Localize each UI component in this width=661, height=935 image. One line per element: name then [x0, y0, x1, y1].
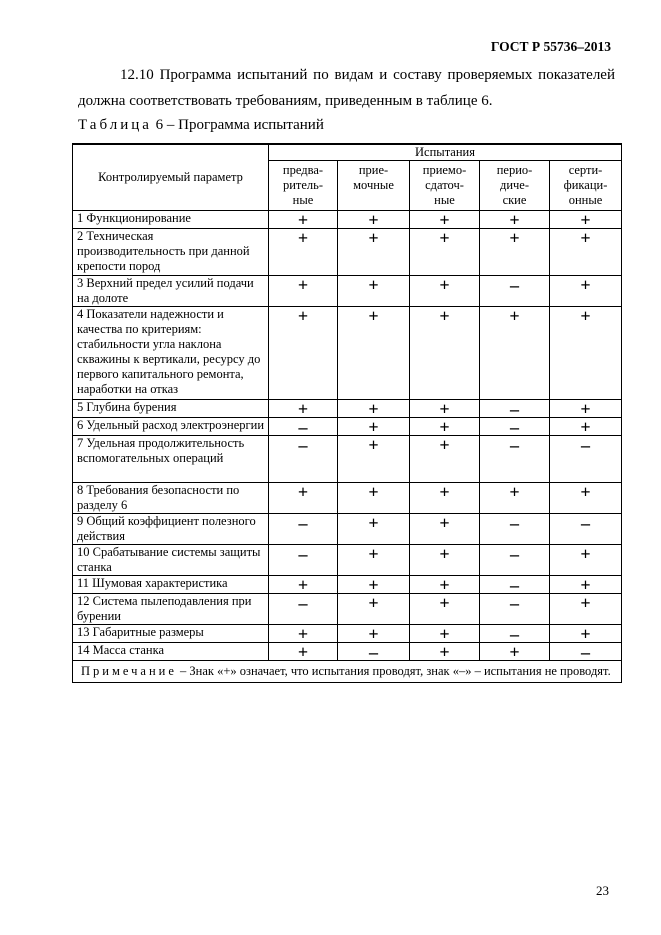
note-text: – Знак «+» означает, что испытания проводят, знак «–» – испытания не проводят.	[176, 664, 611, 678]
mark-cell: +	[338, 229, 410, 276]
mark-cell: +	[269, 211, 338, 229]
mark-cell: –	[269, 418, 338, 436]
table-row	[73, 514, 622, 545]
param-cell: 12 Система пылеподавления при бурении	[73, 594, 269, 625]
mark-cell: +	[410, 436, 480, 483]
table-row	[73, 545, 622, 576]
column-header	[480, 161, 550, 211]
column-header-part: ские	[502, 193, 527, 207]
mark-cell: +	[410, 514, 480, 545]
mark-cell: +	[410, 211, 480, 229]
table-row	[73, 307, 622, 400]
param-cell: 5 Глубина бурения	[73, 400, 269, 418]
mark-cell: +	[550, 576, 622, 594]
mark-cell: +	[550, 545, 622, 576]
mark-cell: +	[550, 211, 622, 229]
table-row	[73, 276, 622, 307]
param-column-header: Контролируемый параметр	[73, 144, 269, 211]
mark-cell: –	[480, 436, 550, 483]
column-header-part: фикаци-	[563, 178, 608, 192]
mark-cell: +	[338, 576, 410, 594]
mark-cell: +	[480, 211, 550, 229]
param-cell: 3 Верхний предел усилий подачи на долоте	[73, 276, 269, 307]
table-row	[73, 483, 622, 514]
mark-cell: –	[269, 545, 338, 576]
param-cell: 8 Требования безопасности по разделу 6	[73, 483, 269, 514]
intro-paragraph: 12.10 Программа испытаний по видам и составу проверяемых показателей должна соответствовать требованиям, приведенным в таблице 6.	[78, 67, 615, 109]
table-caption	[78, 117, 324, 134]
mark-cell: +	[269, 625, 338, 643]
page-number: 23	[596, 883, 609, 898]
table-caption-word: Таблица	[78, 117, 152, 133]
column-header-part: сдаточ-	[425, 178, 464, 192]
mark-cell: +	[338, 418, 410, 436]
param-cell: 9 Общий коэффициент полезного действия	[73, 514, 269, 545]
table-row	[73, 576, 622, 594]
column-header-part: ные	[292, 193, 314, 207]
mark-cell: –	[550, 514, 622, 545]
column-header-part: диче-	[499, 178, 530, 192]
mark-cell: +	[338, 307, 410, 400]
mark-cell: +	[480, 643, 550, 661]
mark-cell: +	[410, 229, 480, 276]
mark-cell: +	[410, 643, 480, 661]
mark-cell: +	[410, 418, 480, 436]
mark-cell: +	[338, 276, 410, 307]
mark-cell: +	[338, 436, 410, 483]
column-header-part: перио-	[496, 163, 533, 177]
mark-cell: +	[269, 483, 338, 514]
mark-cell: +	[338, 545, 410, 576]
table-row	[73, 418, 622, 436]
table-note	[73, 661, 622, 683]
mark-cell: +	[338, 594, 410, 625]
column-header-part: серти-	[568, 163, 603, 177]
mark-cell: +	[550, 483, 622, 514]
column-header-part: прие-	[358, 163, 389, 177]
mark-cell: +	[550, 307, 622, 400]
table-row	[73, 436, 622, 483]
column-header-part: приемо-	[422, 163, 467, 177]
table-row	[73, 625, 622, 643]
column-header	[269, 161, 338, 211]
table-row	[73, 211, 622, 229]
param-cell: 7 Удельная продолжительность вспомогательных операций	[73, 436, 269, 483]
mark-cell: +	[338, 211, 410, 229]
mark-cell: +	[269, 576, 338, 594]
mark-cell: +	[410, 400, 480, 418]
mark-cell: –	[480, 276, 550, 307]
mark-cell: –	[480, 514, 550, 545]
param-cell: 2 Техническая производительность при данной крепости пород	[73, 229, 269, 276]
param-cell: 13 Габаритные размеры	[73, 625, 269, 643]
mark-cell: +	[269, 643, 338, 661]
mark-cell: +	[410, 276, 480, 307]
mark-cell: +	[410, 545, 480, 576]
mark-cell: +	[338, 400, 410, 418]
mark-cell: +	[550, 594, 622, 625]
param-cell: 14 Масса станка	[73, 643, 269, 661]
mark-cell: +	[410, 576, 480, 594]
table-row	[73, 229, 622, 276]
mark-cell: –	[480, 418, 550, 436]
table-caption-rest: 6 – Программа испытаний	[151, 117, 324, 133]
mark-cell: +	[410, 594, 480, 625]
mark-cell: +	[269, 229, 338, 276]
mark-cell: +	[269, 400, 338, 418]
mark-cell: –	[269, 594, 338, 625]
mark-cell: –	[480, 625, 550, 643]
mark-cell: +	[410, 483, 480, 514]
mark-cell: +	[410, 625, 480, 643]
mark-cell: +	[269, 276, 338, 307]
mark-cell: +	[338, 483, 410, 514]
mark-cell: –	[480, 594, 550, 625]
tests-group-header: Испытания	[269, 144, 622, 161]
column-header	[550, 161, 622, 211]
column-header	[338, 161, 410, 211]
standard-number: ГОСТ Р 55736–2013	[490, 39, 611, 54]
mark-cell: +	[550, 418, 622, 436]
mark-cell: –	[480, 576, 550, 594]
mark-cell: +	[550, 625, 622, 643]
mark-cell: +	[410, 307, 480, 400]
param-cell: 10 Срабатывание системы защиты станка	[73, 545, 269, 576]
mark-cell: –	[269, 514, 338, 545]
mark-cell: +	[550, 229, 622, 276]
mark-cell: +	[338, 514, 410, 545]
column-header-part: онные	[568, 193, 603, 207]
mark-cell: +	[269, 307, 338, 400]
table-row	[73, 594, 622, 625]
mark-cell: –	[480, 400, 550, 418]
param-cell: 11 Шумовая характеристика	[73, 576, 269, 594]
note-word: Примечание	[81, 664, 177, 678]
table-row	[73, 643, 622, 661]
mark-cell: +	[480, 307, 550, 400]
mark-cell: +	[550, 400, 622, 418]
param-cell: 1 Функционирование	[73, 211, 269, 229]
column-header	[410, 161, 480, 211]
mark-cell: +	[480, 229, 550, 276]
column-header-part: ритель-	[282, 178, 324, 192]
column-header-part: мочные	[353, 178, 394, 192]
param-cell: 6 Удельный расход электроэнергии	[73, 418, 269, 436]
mark-cell: +	[550, 276, 622, 307]
column-header-part: предва-	[282, 163, 324, 177]
mark-cell: –	[550, 643, 622, 661]
table-row	[73, 400, 622, 418]
mark-cell: +	[338, 625, 410, 643]
mark-cell: –	[338, 643, 410, 661]
test-program-table	[72, 143, 622, 683]
mark-cell: +	[480, 483, 550, 514]
mark-cell: –	[480, 545, 550, 576]
mark-cell: –	[550, 436, 622, 483]
param-cell: 4 Показатели надежности и качества по критериям: стабильности угла наклона скважины к вертикали, ресурсу до первого капитального ремонта, наработки на отказ	[73, 307, 269, 400]
mark-cell: –	[269, 436, 338, 483]
column-header-part: ные	[434, 193, 455, 207]
